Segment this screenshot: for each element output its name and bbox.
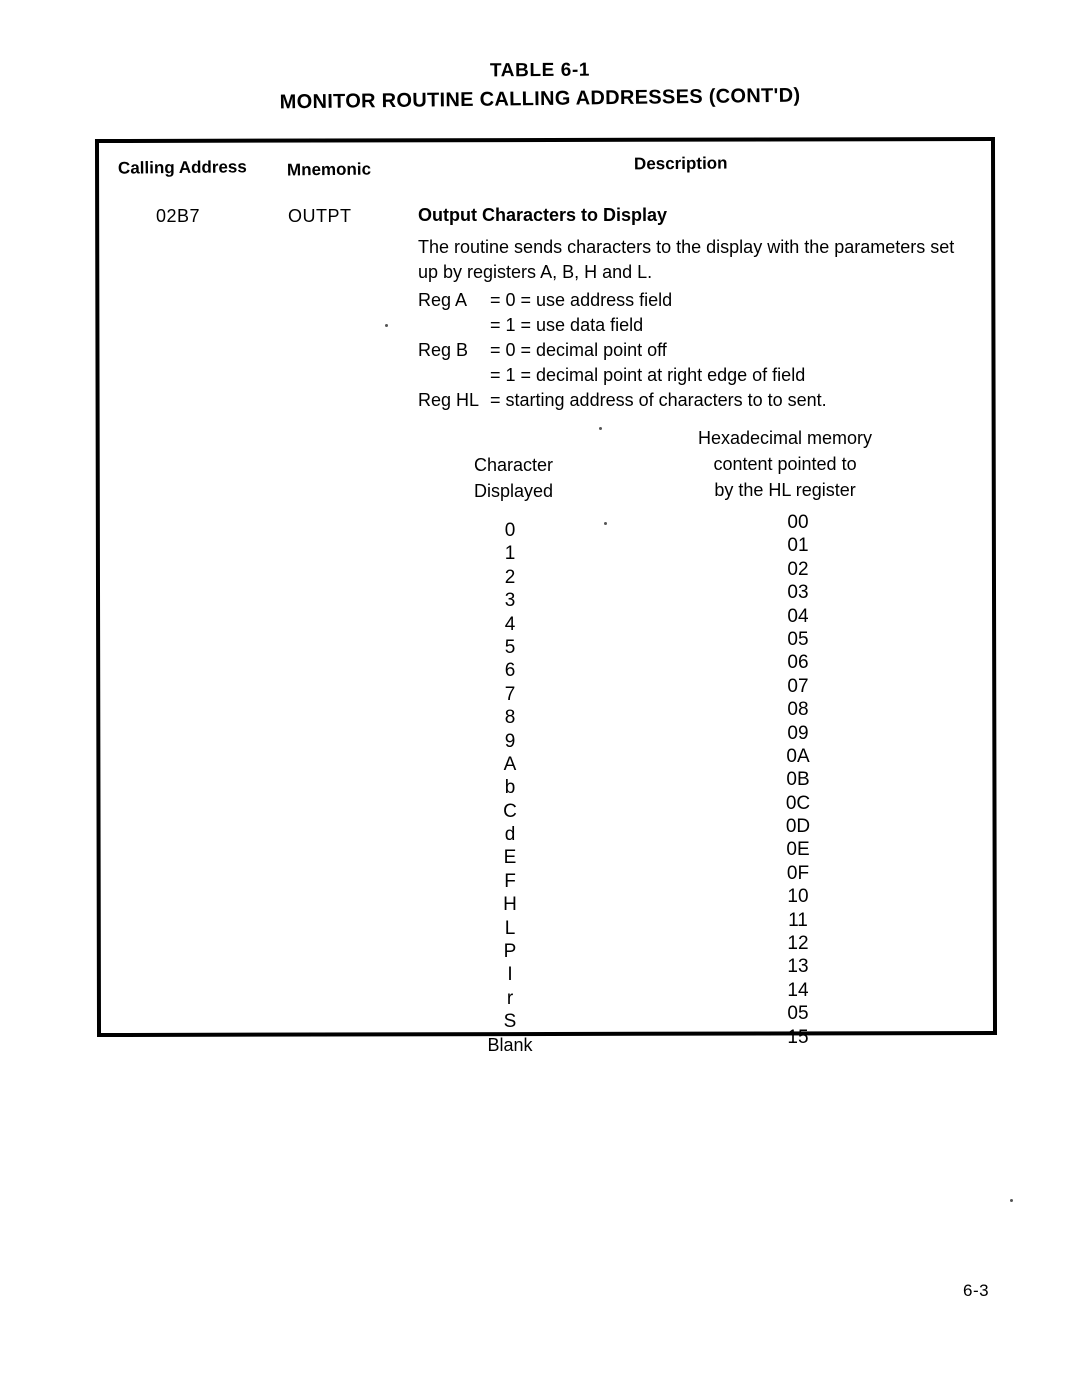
register-label	[418, 313, 490, 338]
cell-mnemonic: OUTPT	[288, 206, 352, 226]
hex-value-cell: 12	[787, 933, 809, 955]
character-cell: 2	[504, 566, 516, 588]
character-cell: 4	[504, 613, 516, 635]
hex-value-cell: 08	[787, 699, 809, 721]
hex-value-cell: 0B	[786, 769, 810, 791]
scan-artifact-speck	[385, 324, 388, 327]
character-cell: 1	[504, 543, 516, 565]
column-header-calling-address: Calling Address	[117, 157, 247, 178]
register-label	[418, 363, 490, 388]
register-row	[418, 313, 827, 338]
hex-value-cell: 15	[787, 1026, 809, 1048]
hex-value-cell: 10	[787, 886, 809, 908]
hex-value-cell: 05	[787, 628, 809, 650]
character-cell: r	[506, 987, 514, 1009]
scan-artifact-speck	[1010, 1199, 1013, 1202]
table-caption-title: MONITOR ROUTINE CALLING ADDRESSES (CONT'D)	[279, 84, 801, 114]
register-label: Reg A	[418, 290, 468, 310]
register-label: Reg HL	[418, 390, 480, 410]
character-cell: 5	[504, 636, 516, 658]
subtable-header-character-line2: Displayed	[474, 481, 554, 501]
register-row	[418, 363, 827, 388]
character-cell: S	[503, 1011, 517, 1033]
register-value: = 1 = use data field	[490, 315, 644, 335]
scan-artifact-speck	[599, 427, 602, 430]
character-cell: b	[504, 777, 516, 799]
register-value: = 0 = use address field	[490, 290, 673, 310]
hex-value-cell: 0A	[786, 745, 810, 767]
hex-value-cell: 14	[787, 979, 809, 1001]
hex-value-cell: 00	[787, 512, 809, 533]
table-title-block	[0, 58, 1080, 114]
character-cell: I	[507, 964, 513, 986]
subtable-header-hex	[698, 425, 872, 503]
register-row	[418, 388, 827, 413]
subtable-header-character	[474, 452, 553, 504]
character-cell: P	[503, 941, 517, 963]
hex-value-cell: 13	[787, 956, 809, 978]
hex-value-cell: 0C	[785, 792, 811, 814]
character-cell: L	[504, 917, 516, 939]
subtable-header-character-line1: Character	[474, 455, 554, 475]
column-header-mnemonic: Mnemonic	[286, 159, 372, 180]
hex-value-cell: 02	[787, 558, 809, 580]
hex-value-cell: 0F	[786, 862, 810, 884]
hex-value-cell: 04	[787, 605, 809, 627]
register-definitions	[418, 288, 827, 413]
hex-value-cell: 0E	[786, 839, 810, 861]
page-number: 6-3	[963, 1281, 990, 1300]
character-cell: A	[503, 753, 517, 775]
character-cell: 7	[504, 683, 516, 705]
hexadecimal-value-column	[748, 511, 848, 1049]
character-cell: Blank	[487, 1034, 533, 1055]
subtable-header-hex-line2: content pointed to	[713, 454, 857, 474]
register-row	[418, 338, 827, 363]
character-cell: C	[503, 800, 517, 822]
register-value: = starting address of characters to to sent.	[490, 390, 827, 410]
table-number-title: TABLE 6-1	[489, 59, 591, 82]
column-header-description: Description	[633, 153, 728, 174]
hex-value-cell: 09	[787, 722, 809, 744]
character-cell: E	[503, 847, 517, 869]
character-cell: F	[504, 870, 516, 892]
hex-value-cell: 03	[787, 582, 809, 604]
hex-value-cell: 06	[787, 652, 809, 674]
character-cell: 6	[504, 660, 516, 682]
register-value: = 0 = decimal point off	[490, 340, 667, 360]
register-row	[418, 288, 827, 313]
hex-value-cell: 11	[788, 909, 808, 931]
register-label: Reg B	[418, 340, 469, 360]
hex-value-cell: 01	[787, 535, 809, 557]
hex-value-cell: 07	[787, 675, 809, 697]
hex-value-cell: 05	[787, 1003, 809, 1025]
hex-value-cell: 0D	[785, 816, 811, 838]
description-paragraph: The routine sends characters to the display with the parameters set up by registers A, B, H and L.	[418, 237, 955, 282]
character-cell: d	[504, 824, 516, 846]
subtable-header-hex-line3: by the HL register	[714, 480, 856, 500]
character-cell: 0	[504, 520, 516, 541]
character-displayed-column	[460, 519, 560, 1057]
character-cell: 9	[504, 730, 516, 752]
description-title: Output Characters to Display	[418, 205, 668, 225]
character-cell: H	[503, 894, 517, 916]
register-value: = 1 = decimal point at right edge of field	[490, 365, 806, 385]
character-cell: 8	[504, 707, 516, 729]
character-cell: 3	[504, 590, 516, 612]
scan-artifact-speck	[604, 522, 607, 525]
cell-calling-address: 02B7	[156, 206, 201, 226]
subtable-header-hex-line1: Hexadecimal memory	[698, 428, 873, 448]
